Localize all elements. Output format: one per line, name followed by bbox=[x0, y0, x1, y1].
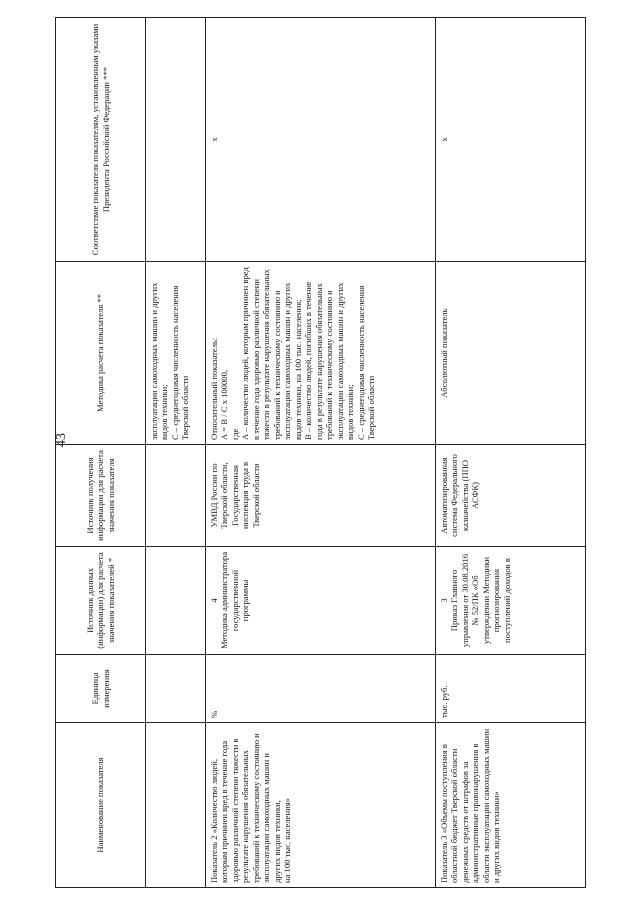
cell-empty bbox=[146, 445, 206, 547]
cell-indicator-3-data-source: 3 Приказ Главного управления от 30.08.2016 № 52/ПК «Об утверждении Методики прогнозирования поступлений доходов в bbox=[436, 547, 586, 655]
header-row bbox=[56, 18, 146, 888]
cell-indicator-3-unit: тыс. руб. bbox=[436, 655, 586, 723]
cell-indicator-2-correspondence: х bbox=[206, 18, 436, 262]
rotated-table-wrapper bbox=[55, 18, 585, 888]
page-number: 43 bbox=[54, 433, 69, 447]
cell-indicator-2-info-source: УМВД России по Тверской области, Государственная инспекция труда в Тверской области bbox=[206, 445, 436, 547]
cell-indicator-3-info-source: Автоматизированная система Федерального казначейства (ППО АСФК) bbox=[436, 445, 586, 547]
cell-indicator-2-method: Относительный показатель: А = В / С х 100000, где А – количество людей, которым причинен вред в течение года здоровью различной степени тяжести в результате нарушения обязательных требований к техническому состоянию и эксплуатации самоходных машин и других видов техники, на 100 тыс. населения; В – количество людей, погибших в течение года в результате нарушения обязательных требований к техническому состоянию и эксплуатации самоходных машин и других видов техники; С – среднегодовая численность населения Тверской области bbox=[206, 262, 436, 445]
header-data-source: Источник данных (информации) для расчета значения показателей * bbox=[56, 547, 146, 655]
cell-method-continued: эксплуатации самоходных машин и других видов техники; С – среднегодовая численность населения Тверской области bbox=[146, 262, 206, 445]
header-method: Методика расчета показателя ** bbox=[56, 262, 146, 445]
cell-indicator-2-data-source: 4 Методика администратора государственной программы bbox=[206, 547, 436, 655]
indicators-table bbox=[55, 17, 586, 888]
cell-indicator-3-name: Показатель 3 «Объемы поступления в областной бюджет Тверской области денежных средств от штрафов за административные правонарушения в области эксплуатации самоходных машин и других видов техники» bbox=[436, 723, 586, 888]
table-row-indicator-2 bbox=[206, 18, 436, 888]
table-row-continued bbox=[146, 18, 206, 888]
cell-empty bbox=[146, 723, 206, 888]
cell-indicator-2-unit: % bbox=[206, 655, 436, 723]
cell-empty bbox=[146, 655, 206, 723]
table-row-indicator-3 bbox=[436, 18, 586, 888]
cell-indicator-3-correspondence: х bbox=[436, 18, 586, 262]
cell-indicator-2-name: Показатель 2 «Количество людей, которым причинен вред в течение года здоровью различной степени тяжести в результате нарушения обязательных требований к техническому состоянию и эксплуатации самоходных машин и других видов техники, на 100 тыс. населения» bbox=[206, 723, 436, 888]
header-unit: Единица измерения bbox=[56, 655, 146, 723]
cell-indicator-3-method: Абсолютный показатель bbox=[436, 262, 586, 445]
header-correspondence: Соответствие показателя показателям, установленным указами Президента Российской Федерации *** bbox=[56, 18, 146, 262]
header-info-source: Источник получения информации для расчета значения показателя bbox=[56, 445, 146, 547]
cell-empty bbox=[146, 18, 206, 262]
cell-empty bbox=[146, 547, 206, 655]
header-indicator-name: Наименование показателя bbox=[56, 723, 146, 888]
